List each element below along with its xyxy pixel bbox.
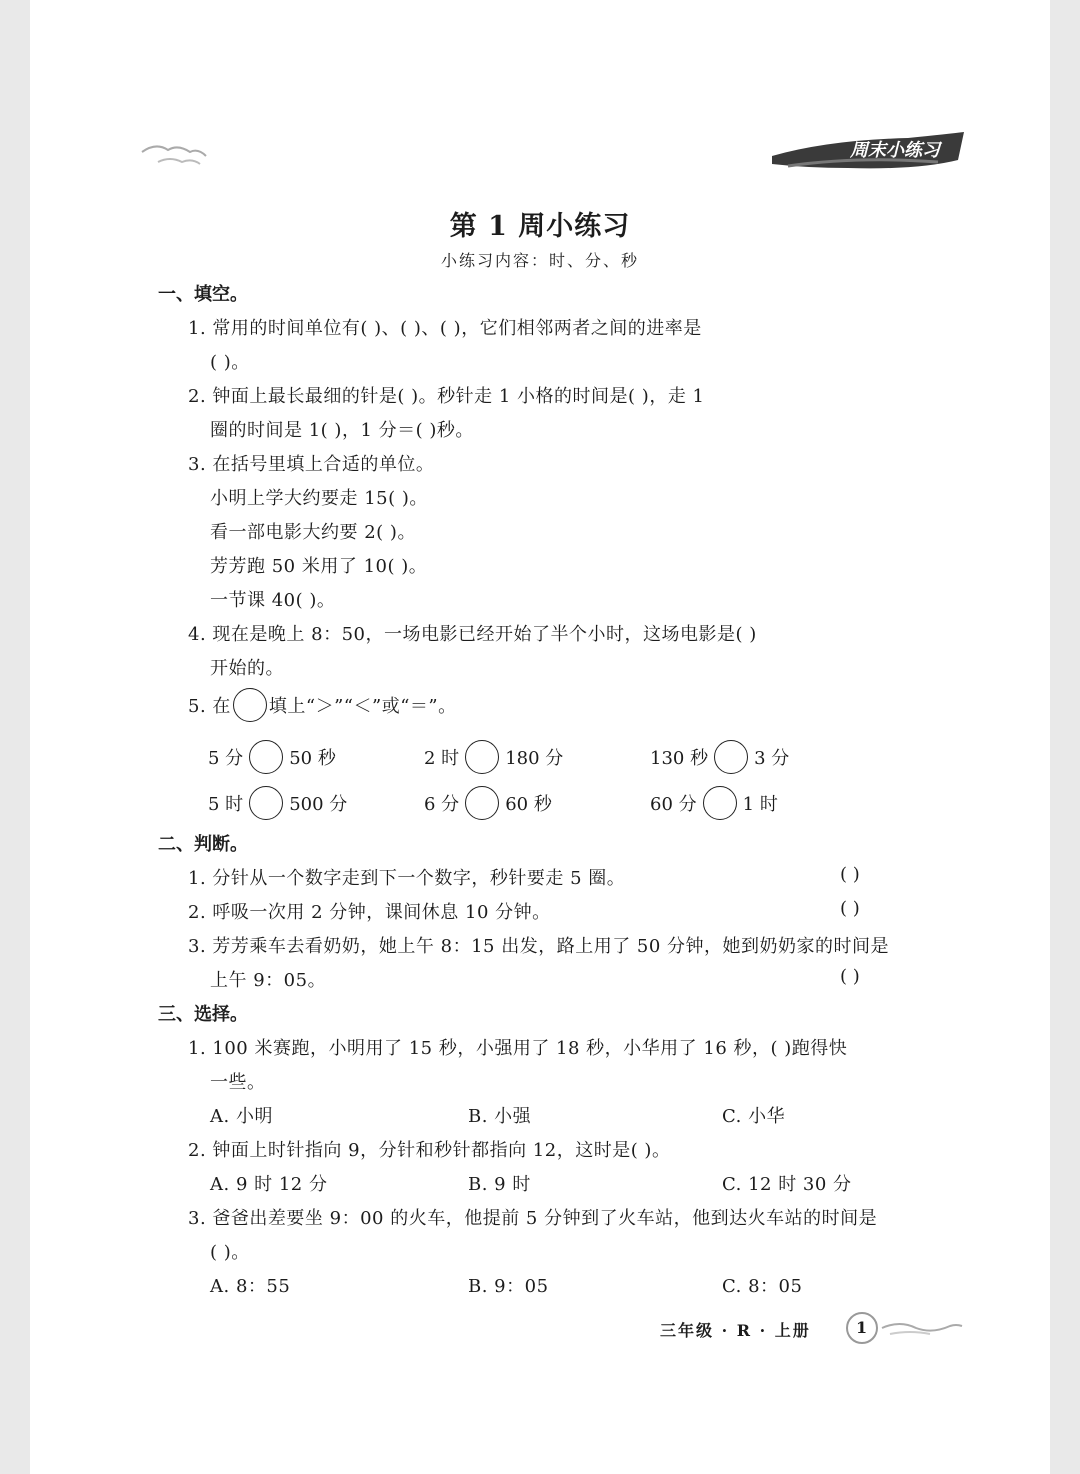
compare-left: 60 分 (650, 794, 697, 815)
fill-q3-b: 看一部电影大约要 2( )。 (210, 522, 416, 543)
choice-q2: 2. 钟面上时针指向 9，分针和秒针都指向 12，这时是( )。 (188, 1140, 671, 1161)
compare-answer-circle[interactable] (465, 786, 499, 820)
fill-q3-d: 一节课 40( )。 (210, 590, 336, 611)
fill-q1-line2: ( )。 (210, 352, 250, 373)
judge-q3-line1: 3. 芳芳乘车去看奶奶，她上午 8：15 出发，路上用了 50 分钟，她到奶奶家的时间是 (188, 936, 890, 957)
compare-answer-circle[interactable] (249, 786, 283, 820)
compare-left: 5 时 (208, 794, 244, 815)
cloud-decoration-icon (138, 138, 210, 174)
section-choice-title: 三、选择。 (158, 1004, 248, 1025)
fill-q3-c: 芳芳跑 50 米用了 10( )。 (210, 556, 428, 577)
compare-left: 2 时 (424, 748, 460, 769)
judge-q1: 1. 分针从一个数字走到下一个数字，秒针要走 5 圈。 (188, 868, 626, 889)
fill-q2-line2: 圈的时间是 1( )，1 分＝( )秒。 (210, 420, 474, 441)
compare-left: 6 分 (424, 794, 460, 815)
compare-left: 5 分 (208, 748, 244, 769)
page-number: 1 (856, 1318, 868, 1337)
fill-q5 (188, 688, 457, 722)
wave-decoration-icon (880, 1314, 964, 1340)
choice-option[interactable]: B. 小强 (468, 1106, 532, 1127)
choice-option[interactable]: A. 小明 (210, 1106, 273, 1127)
compare-left: 130 秒 (650, 748, 709, 769)
choice-q1-line2: 一些。 (210, 1072, 266, 1093)
choice-option[interactable]: B. 9：05 (468, 1276, 549, 1297)
compare-item (424, 740, 563, 774)
choice-option[interactable]: C. 12 时 30 分 (722, 1174, 852, 1195)
choice-option[interactable]: A. 9 时 12 分 (210, 1174, 328, 1195)
choice-option[interactable]: C. 小华 (722, 1106, 786, 1127)
section-judge-title: 二、判断。 (158, 834, 248, 855)
fill-q5-prefix: 5. 在 (188, 696, 231, 717)
fill-q5-suffix: 填上“＞”“＜”或“＝”。 (268, 696, 457, 717)
judge-answer-paren[interactable]: ( ) (840, 966, 860, 987)
fill-q4-line2: 开始的。 (210, 658, 284, 679)
compare-right: 3 分 (754, 748, 790, 769)
fill-q1-line1: 1. 常用的时间单位有( )、( )、( )，它们相邻两者之间的进率是 (188, 318, 702, 339)
banner-label: 周末小练习 (850, 140, 940, 161)
compare-item (424, 786, 552, 820)
footer-grade: 三年级 · R · 上册 (660, 1321, 811, 1340)
compare-right: 1 时 (742, 794, 778, 815)
judge-answer-paren[interactable]: ( ) (840, 898, 860, 919)
compare-answer-circle[interactable] (465, 740, 499, 774)
choice-option[interactable]: C. 8：05 (722, 1276, 803, 1297)
judge-q2: 2. 呼吸一次用 2 分钟，课间休息 10 分钟。 (188, 902, 551, 923)
judge-q3-line2: 上午 9：05。 (210, 970, 327, 991)
page-subtitle: 小练习内容：时、分、秒 (440, 251, 639, 270)
compare-right: 50 秒 (289, 748, 336, 769)
choice-option[interactable]: A. 8：55 (210, 1276, 291, 1297)
fill-q3-a: 小明上学大约要走 15( )。 (210, 488, 428, 509)
choice-q3-line1: 3. 爸爸出差要坐 9：00 的火车，他提前 5 分钟到了火车站，他到达火车站的时间是 (188, 1208, 878, 1229)
compare-circle-icon (233, 688, 267, 722)
compare-right: 180 分 (505, 748, 564, 769)
choice-q3-line2: ( )。 (210, 1242, 250, 1263)
judge-answer-paren[interactable]: ( ) (840, 864, 860, 885)
compare-answer-circle[interactable] (703, 786, 737, 820)
compare-right: 60 秒 (505, 794, 552, 815)
page-title: 第 1 周小练习 (449, 211, 631, 242)
choice-q1-line1: 1. 100 米赛跑，小明用了 15 秒，小强用了 18 秒，小华用了 16 秒，( )跑得快 (188, 1038, 848, 1059)
fill-q2-line1: 2. 钟面上最长最细的针是( )。秒针走 1 小格的时间是( )，走 1 (188, 386, 705, 407)
compare-answer-circle[interactable] (714, 740, 748, 774)
compare-item (650, 740, 789, 774)
choice-option[interactable]: B. 9 时 (468, 1174, 531, 1195)
compare-answer-circle[interactable] (249, 740, 283, 774)
compare-item (650, 786, 778, 820)
section-fill-title: 一、填空。 (158, 284, 248, 305)
compare-right: 500 分 (289, 794, 348, 815)
fill-q3: 3. 在括号里填上合适的单位。 (188, 454, 435, 475)
compare-item (208, 740, 336, 774)
fill-q4-line1: 4. 现在是晚上 8：50，一场电影已经开始了半个小时，这场电影是( ) (188, 624, 757, 645)
compare-item (208, 786, 347, 820)
